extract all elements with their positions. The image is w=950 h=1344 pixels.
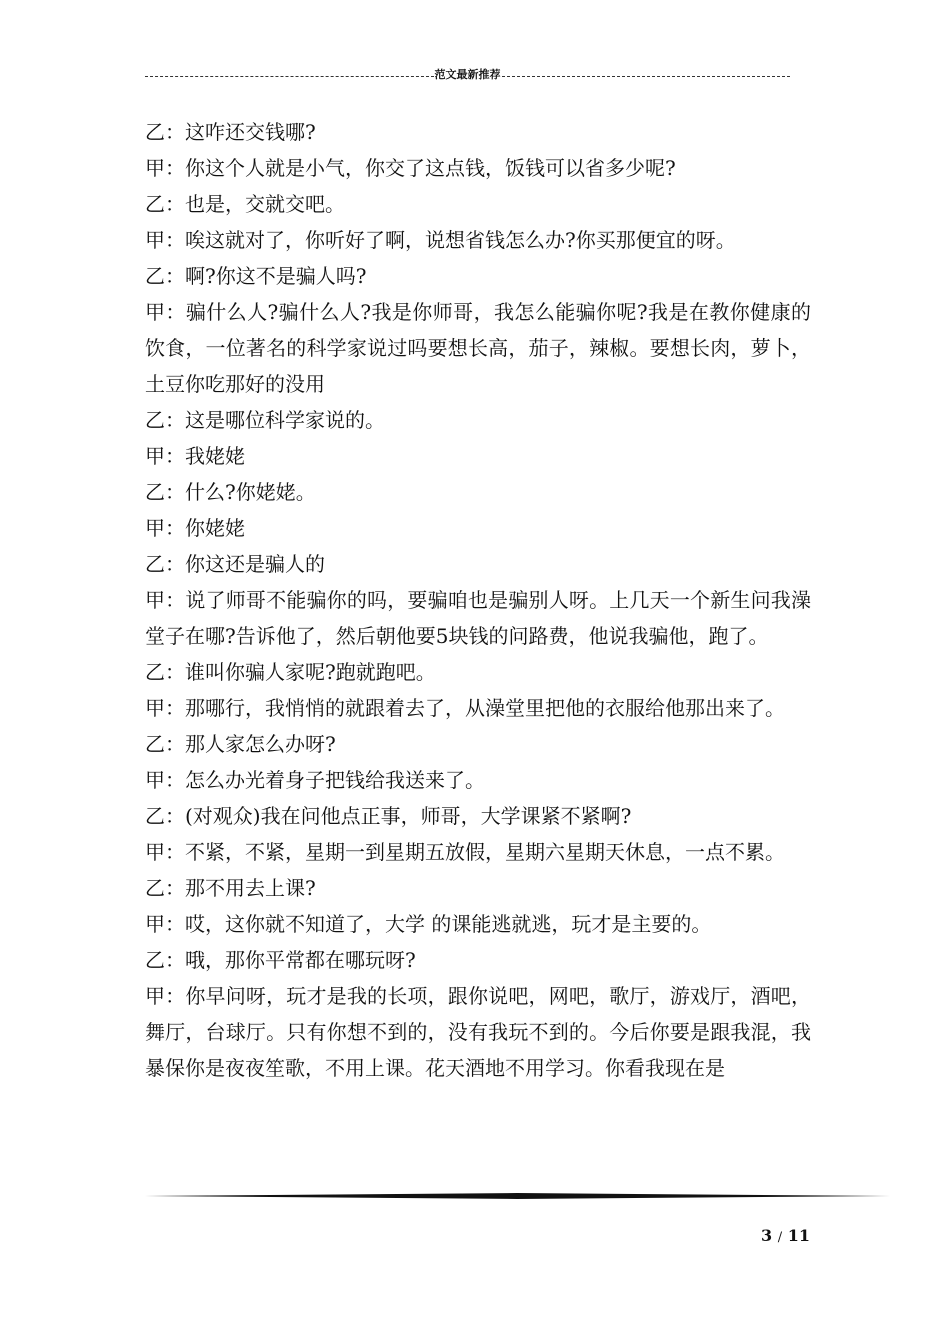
dialogue-line: 甲：怎么办光着身子把钱给我送来了。 [145,768,485,792]
dialogue-line: 甲：我姥姥 [145,444,245,468]
dialogue-line: 甲：你这个人就是小气，你交了这点钱，饭钱可以省多少呢? [145,156,676,180]
dialogue-line: 乙：也是，交就交吧。 [145,192,345,216]
dialogue-line: 乙：啊?你这不是骗人吗? [145,264,367,288]
page-separator: / [777,1230,783,1245]
dialogue-line: 乙：那不用去上课? [145,876,316,900]
header-dash-right [502,76,791,77]
dialogue-line: 甲：说了师哥不能骗你的吗，要骗咱也是骗别人呀。上几天一个新生问我澡堂子在哪?告诉他了，然后朝他要5块钱的问路费，他说我骗他，跑了。 [145,588,811,648]
dialogue-line: 乙：这是哪位科学家说的。 [145,408,385,432]
dialogue-line: 乙：什么?你姥姥。 [145,480,316,504]
header-dash-left [145,76,434,77]
dialogue-line: 乙：你这还是骗人的 [145,552,325,576]
dialogue-line: 乙：哦，那你平常都在哪玩呀? [145,948,416,972]
total-pages: 11 [787,1226,810,1245]
current-page: 3 [761,1226,773,1245]
footer-rule [145,1193,890,1199]
dialogue-line: 甲：唉这就对了，你听好了啊，说想省钱怎么办?你买那便宜的呀。 [145,228,736,252]
dialogue-line: 甲：你姥姥 [145,516,245,540]
dialogue-line: 甲：你早问呀，玩才是我的长项，跟你说吧，网吧，歌厅，游戏厅，酒吧，舞厅，台球厅。只有你想不到的，没有我玩不到的。今后你要是跟我混，我暴保你是夜夜笙歌，不用上课。花天酒地不用学习。你看我现在是 [145,984,811,1080]
page-header [145,66,790,84]
dialogue-line: 甲：不紧，不紧，星期一到星期五放假，星期六星期天休息，一点不累。 [145,840,785,864]
dialogue-line: 乙：(对观众)我在问他点正事，师哥，大学课紧不紧啊? [145,804,632,828]
dialogue-line: 甲：哎，这你就不知道了，大学 的课能逃就逃，玩才是主要的。 [145,912,712,936]
document-body [145,114,811,1086]
dialogue-line: 乙：谁叫你骗人家呢?跑就跑吧。 [145,660,436,684]
page-number [740,1226,810,1245]
dialogue-line: 甲：那哪行，我悄悄的就跟着去了，从澡堂里把他的衣服给他那出来了。 [145,696,785,720]
dialogue-line: 乙：那人家怎么办呀? [145,732,336,756]
header-title: 范文最新推荐 [434,68,501,81]
dialogue-line: 乙：这咋还交钱哪? [145,120,316,144]
dialogue-line: 甲：骗什么人?骗什么人?我是你师哥，我怎么能骗你呢?我是在教你健康的饮食，一位著名的科学家说过吗要想长高，茄子，辣椒。要想长肉，萝卜，土豆你吃那好的没用 [145,300,811,396]
